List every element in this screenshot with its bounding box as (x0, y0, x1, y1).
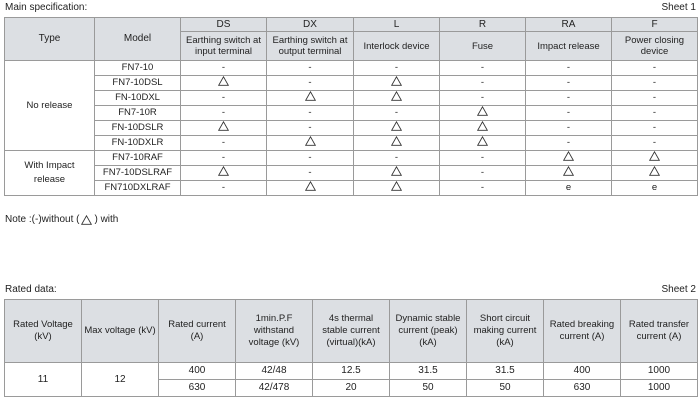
code-header-r: R (440, 18, 526, 32)
header-dynamic-current: Dynamic stable current (peak)(kA) (390, 300, 467, 363)
table-cell: - (181, 91, 267, 106)
triangle-cell (354, 136, 440, 151)
triangle-cell (267, 136, 354, 151)
code-header-dx: DX (267, 18, 354, 32)
table-cell: - (526, 61, 612, 76)
type-cell: With Impact release (5, 151, 95, 196)
triangle-icon (305, 91, 316, 101)
triangle-icon (649, 151, 660, 161)
table-cell: 31.5 (467, 363, 544, 380)
table-cell: - (440, 76, 526, 91)
table-row (5, 61, 698, 76)
max-voltage-cell: 12 (82, 363, 159, 397)
table-cell: 12.5 (313, 363, 390, 380)
header-breaking-current: Rated breaking current (A) (544, 300, 621, 363)
model-cell: FN7-10DSL (95, 76, 181, 91)
table-cell: 42/48 (236, 363, 313, 380)
table-cell: - (181, 106, 267, 121)
triangle-icon (477, 136, 488, 146)
triangle-icon (649, 166, 660, 176)
note-prefix: Note :(-)without ( (5, 214, 80, 225)
triangle-cell (354, 91, 440, 106)
table-cell: 400 (544, 363, 621, 380)
table-row (5, 106, 698, 121)
table-cell: - (267, 76, 354, 91)
triangle-cell (354, 181, 440, 196)
header-max-voltage: Max voltage (kV) (82, 300, 159, 363)
table-cell: - (612, 106, 698, 121)
model-cell: FN-10DSLR (95, 121, 181, 136)
table-cell: - (354, 106, 440, 121)
table-cell: - (267, 151, 354, 166)
table-cell: 31.5 (390, 363, 467, 380)
table-cell: - (354, 151, 440, 166)
triangle-icon (391, 166, 402, 176)
table-row (5, 166, 698, 181)
triangle-cell (354, 121, 440, 136)
triangle-cell (612, 166, 698, 181)
code-header-l: L (354, 18, 440, 32)
model-cell: FN7-10 (95, 61, 181, 76)
table-cell: - (440, 151, 526, 166)
table-row (5, 181, 698, 196)
triangle-cell (267, 91, 354, 106)
code-header-ra: RA (526, 18, 612, 32)
table-cell: - (526, 121, 612, 136)
header-making-current: Short circuit making current (kA) (467, 300, 544, 363)
code-header-f: F (612, 18, 698, 32)
header-rated-voltage: Rated Voltage (kV) (5, 300, 82, 363)
table-cell: 42/478 (236, 380, 313, 397)
table-cell: - (440, 91, 526, 106)
desc-header-l: Interlock device (354, 32, 440, 61)
type-header: Type (5, 18, 95, 61)
table-row (5, 151, 698, 166)
table-cell: - (181, 151, 267, 166)
model-cell: FN7-10R (95, 106, 181, 121)
desc-header-dx: Earthing switch at output terminal (267, 32, 354, 61)
header-transfer-current: Rated transfer current (A) (621, 300, 698, 363)
main-specification-table (4, 17, 698, 196)
table-cell: 20 (313, 380, 390, 397)
rated-data-table (4, 299, 698, 397)
legend-note (5, 214, 118, 225)
table-cell: - (526, 76, 612, 91)
triangle-cell (440, 106, 526, 121)
table-cell: - (612, 121, 698, 136)
triangle-icon (218, 166, 229, 176)
header-rated-current: Rated current (A) (159, 300, 236, 363)
triangle-icon (218, 121, 229, 131)
table-cell: - (612, 91, 698, 106)
spec-sheet-label: Sheet 1 (661, 2, 696, 13)
triangle-cell (181, 121, 267, 136)
triangle-cell (612, 151, 698, 166)
triangle-icon (391, 91, 402, 101)
triangle-icon (477, 121, 488, 131)
triangle-cell (440, 121, 526, 136)
table-cell: - (181, 136, 267, 151)
triangle-cell (181, 166, 267, 181)
triangle-cell (440, 136, 526, 151)
table-cell: - (267, 121, 354, 136)
triangle-cell (526, 151, 612, 166)
table-cell: 1000 (621, 380, 698, 397)
triangle-cell (181, 76, 267, 91)
desc-header-r: Fuse (440, 32, 526, 61)
triangle-cell (526, 166, 612, 181)
triangle-cell (267, 181, 354, 196)
table-row (5, 121, 698, 136)
header-thermal-current: 4s thermal stable current (virtual)(kA) (313, 300, 390, 363)
table-cell: 1000 (621, 363, 698, 380)
table-cell: - (526, 91, 612, 106)
note-suffix: ) with (94, 214, 119, 225)
triangle-icon (305, 181, 316, 191)
triangle-icon (218, 76, 229, 86)
table-cell: - (440, 181, 526, 196)
table-cell: - (267, 61, 354, 76)
model-cell: FN-10DXL (95, 91, 181, 106)
header-withstand-voltage: 1min.P.F withstand voltage (kV) (236, 300, 313, 363)
triangle-icon (477, 106, 488, 116)
rated-caption: Rated data: (5, 284, 57, 295)
table-row (5, 76, 698, 91)
triangle-icon (391, 121, 402, 131)
table-cell: - (612, 136, 698, 151)
table-row (5, 363, 698, 380)
table-cell: - (526, 136, 612, 151)
rated-sheet-label: Sheet 2 (661, 284, 696, 295)
table-cell: 50 (390, 380, 467, 397)
triangle-icon (563, 166, 574, 176)
triangle-cell (354, 166, 440, 181)
table-cell: 400 (159, 363, 236, 380)
table-cell: 630 (159, 380, 236, 397)
table-cell: - (267, 106, 354, 121)
table-cell: 50 (467, 380, 544, 397)
desc-header-ds: Earthing switch at input terminal (181, 32, 267, 61)
table-cell: - (267, 166, 354, 181)
table-cell: - (612, 76, 698, 91)
triangle-icon (563, 151, 574, 161)
table-row (5, 91, 698, 106)
rated-voltage-cell: 11 (5, 363, 82, 397)
model-cell: FN-10DXLR (95, 136, 181, 151)
model-cell: FN7-10DSLRAF (95, 166, 181, 181)
table-cell: - (181, 61, 267, 76)
table-cell: - (526, 106, 612, 121)
type-cell: No release (5, 61, 95, 151)
triangle-icon (391, 181, 402, 191)
triangle-icon (81, 215, 92, 225)
table-cell: - (440, 166, 526, 181)
spec-caption: Main specification: (5, 2, 88, 13)
table-cell: - (181, 181, 267, 196)
table-row (5, 136, 698, 151)
triangle-icon (305, 136, 316, 146)
desc-header-ra: Impact release (526, 32, 612, 61)
model-header: Model (95, 18, 181, 61)
desc-header-f: Power closing device (612, 32, 698, 61)
table-cell: - (354, 61, 440, 76)
code-header-ds: DS (181, 18, 267, 32)
model-cell: FN7-10RAF (95, 151, 181, 166)
triangle-icon (391, 136, 402, 146)
table-cell: - (440, 61, 526, 76)
table-cell: e (612, 181, 698, 196)
table-cell: - (612, 61, 698, 76)
model-cell: FN710DXLRAF (95, 181, 181, 196)
triangle-cell (354, 76, 440, 91)
triangle-icon (391, 76, 402, 86)
table-cell: 630 (544, 380, 621, 397)
table-cell: e (526, 181, 612, 196)
